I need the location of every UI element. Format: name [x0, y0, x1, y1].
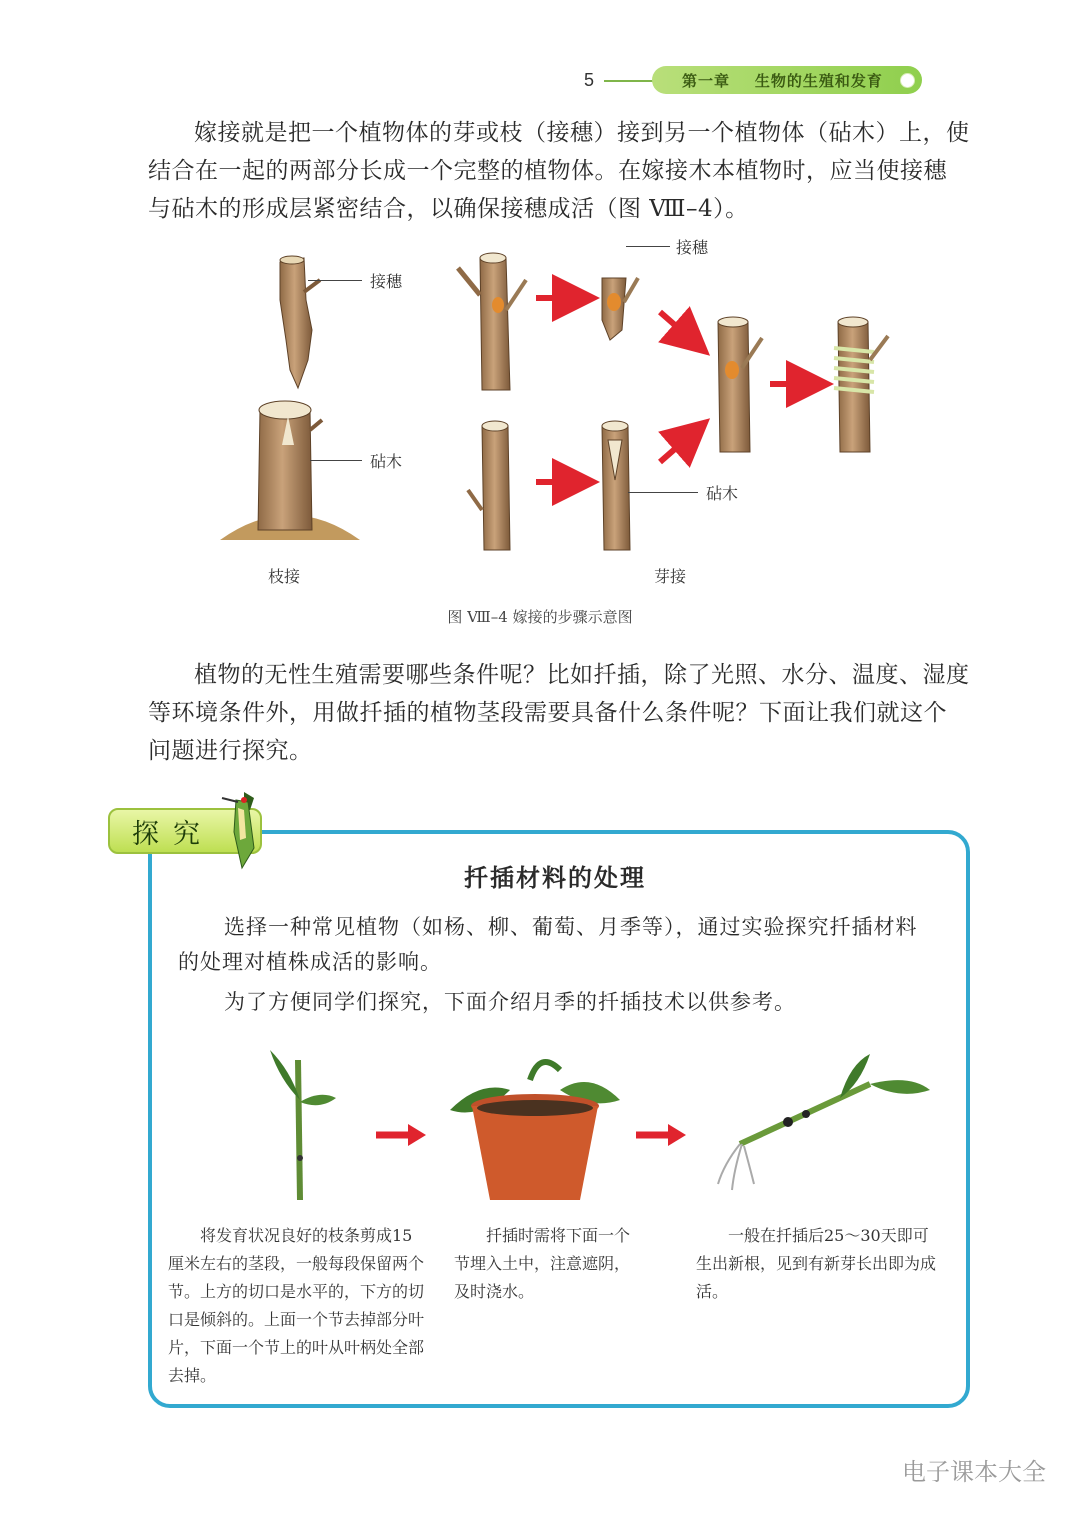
watermark-text: 电子课本大全 [902, 1458, 1046, 1486]
branch-graft-rootstock [220, 401, 360, 540]
leader-rootstock-left [310, 460, 362, 461]
step2-text: 扦插时需将下面一个节埋入土中，注意遮阴，及时浇水。 [454, 1226, 631, 1301]
explore-paragraph-2: 为了方便同学们探究，下面介绍月季的扦插技术以供参考。 [224, 990, 796, 1014]
step3-text: 一般在扦插后25～30天即可生出新根，见到有新芽长出即为成活。 [696, 1226, 937, 1301]
paragraph-cutting-question: 植物的无性生殖需要哪些条件呢？比如扦插，除了光照、水分、温度、湿度等环境条件外，用做扦插的植物茎段需要具备什么条件呢？下面让我们就这个问题进行探究。 [148, 662, 970, 764]
label-branch-graft: 枝接 [268, 567, 301, 586]
chapter-title: 第一章 生物的生殖和发育 [682, 72, 883, 90]
step1-text: 将发育状况良好的枝条剪成15厘米左右的茎段，一般每段保留两个节。上方的切口是水平的，下方的切口是倾斜的。上面一个节去掉部分叶片，下面一个节上的叶从叶柄处全部去掉。 [168, 1226, 425, 1385]
bud-rootstock-uncut [468, 421, 510, 550]
bud-inserted-stock [718, 317, 762, 452]
leader-scion-left [308, 280, 362, 281]
label-scion-right: 接穗 [676, 238, 709, 257]
label-bud-graft: 芽接 [654, 567, 687, 586]
label-scion-left: 接穗 [370, 272, 403, 291]
step3-rooted-cutting-image [710, 1044, 940, 1194]
grafting-figure [210, 240, 910, 580]
branch-graft-scion [280, 256, 320, 388]
figure-caption: 图 Ⅷ–4 嫁接的步骤示意图 [447, 608, 633, 626]
paragraph-grafting: 嫁接就是把一个植物体的芽或枝（接穗）接到另一个植物体（砧木）上，使结合在一起的两部分长成一个完整的植物体。在嫁接木本植物时，应当使接穗与砧木的形成层紧密结合，以确保接穗成活（图 Ⅷ–4）。 [148, 120, 970, 222]
bud-graft-scion-branch [458, 253, 526, 390]
bud-rootstock-cut [602, 421, 630, 550]
explore-tab-label: 探究 [132, 819, 214, 850]
step2-pot-image [440, 1050, 630, 1210]
label-rootstock-left: 砧木 [370, 452, 403, 471]
step1-arrow [376, 1122, 426, 1148]
explore-title: 扦插材料的处理 [464, 863, 646, 892]
header-divider [604, 80, 656, 82]
bud-bound-stock [834, 317, 888, 452]
bud-scion-piece [602, 278, 638, 340]
label-rootstock-right: 砧木 [706, 484, 739, 503]
process-arrows [536, 298, 810, 482]
leader-scion-right [626, 246, 670, 247]
leader-rootstock-right [628, 492, 698, 493]
explore-paragraph-1: 选择一种常见植物（如杨、柳、葡萄、月季等），通过实验探究扦插材料的处理对植株成活的影响。 [178, 915, 918, 974]
step1-cutting-image [240, 1040, 340, 1210]
banner-dot [900, 73, 915, 88]
step2-arrow [636, 1122, 686, 1148]
page-number: 5 [584, 70, 595, 90]
